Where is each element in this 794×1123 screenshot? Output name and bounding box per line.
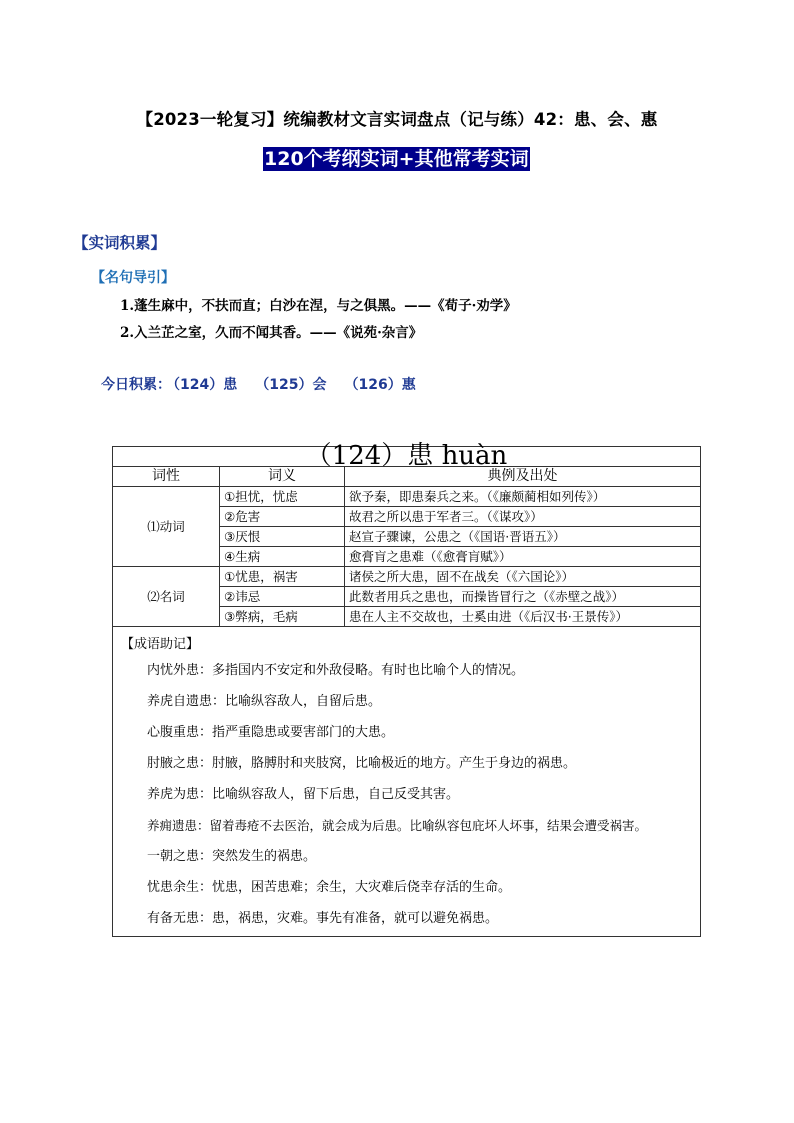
meaning-cell: ①忧患，祸害 <box>220 567 345 587</box>
today-item: （125）会 <box>255 377 327 393</box>
meaning-cell: ②讳忌 <box>220 587 345 607</box>
pos-cell: ⑵名词 <box>113 567 220 627</box>
section-heading-accumulate: 【实词积累】 <box>73 234 167 252</box>
idiom-entry: 肘腋之患：肘腋，胳膊肘和夹肢窝，比喻极近的地方。产生于身边的祸患。 <box>147 756 577 771</box>
example-cell: 此数者用兵之患也，而操皆冒行之（《赤壁之战》） <box>345 587 701 607</box>
pos-cell: ⑴动词 <box>113 487 220 567</box>
example-cell: 欲予秦，即患秦兵之来。（《廉颇蔺相如列传》） <box>345 487 701 507</box>
meaning-cell: ②危害 <box>220 507 345 527</box>
column-header: 词义 <box>220 467 345 487</box>
document-title: 【2023一轮复习】统编教材文言实词盘点（记与练）42：患、会、惠 <box>136 110 658 129</box>
quote-line: 1.蓬生麻中，不扶而直；白沙在涅，与之俱黑。——《荀子·劝学》 <box>120 298 517 314</box>
idiom-entry: 养虎为患：比喻纵容敌人，留下后患，自己反受其害。 <box>147 787 460 802</box>
example-cell: 愈膏肓之患难（《愈膏肓赋》） <box>345 547 701 567</box>
word-heading: （124）患 huàn <box>113 447 701 467</box>
meaning-cell: ③厌恨 <box>220 527 345 547</box>
idiom-section <box>113 627 701 937</box>
meaning-cell: ④生病 <box>220 547 345 567</box>
word-table <box>112 441 701 937</box>
idiom-entry: 心腹重患：指严重隐患或要害部门的大患。 <box>147 725 395 740</box>
column-header: 词性 <box>113 467 220 487</box>
idiom-entry: 有备无患：患，祸患，灾难。事先有准备，就可以避免祸患。 <box>147 911 499 926</box>
example-cell: 诸侯之所大患，固不在战矣（《六国论》） <box>345 567 701 587</box>
example-cell: 赵宣子骤谏，公患之（《国语·晋语五》） <box>345 527 701 547</box>
today-item: （126）惠 <box>344 377 416 393</box>
idiom-entry: 养虎自遗患：比喻纵容敌人，自留后患。 <box>147 694 382 709</box>
highlight-banner: 120个考纲实词+其他常考实词 <box>264 148 529 170</box>
example-cell: 患在人主不交故也，士奚由进（《后汉书·王景传》） <box>345 607 701 627</box>
section-heading-quotes: 【名句导引】 <box>91 270 175 286</box>
idiom-entry: 一朝之患：突然发生的祸患。 <box>147 849 317 864</box>
idiom-entry: 内忧外患：多指国内不安定和外敌侵略。有时也比喻个人的情况。 <box>147 663 525 678</box>
today-label: 今日积累： <box>101 377 171 393</box>
today-accumulation <box>101 374 434 394</box>
today-item: （124）患 <box>173 377 238 393</box>
idiom-entry: 忧患余生：忧患，困苦患难；余生，大灾难后侥幸存活的生命。 <box>147 880 512 895</box>
example-cell: 故君之所以患于军者三。（《谋攻》） <box>345 507 701 527</box>
quote-line: 2.入兰芷之室，久而不闻其香。——《说苑·杂言》 <box>120 325 423 341</box>
idiom-entry: 养痈遗患：留着毒疮不去医治，就会成为后患。比喻纵容包庇坏人坏事，结果会遭受祸害。 <box>147 818 648 833</box>
column-header: 典例及出处 <box>345 467 701 487</box>
meaning-cell: ③弊病，毛病 <box>220 607 345 627</box>
idiom-heading: 【成语助记】 <box>121 637 200 652</box>
meaning-cell: ①担忧，忧虑 <box>220 487 345 507</box>
